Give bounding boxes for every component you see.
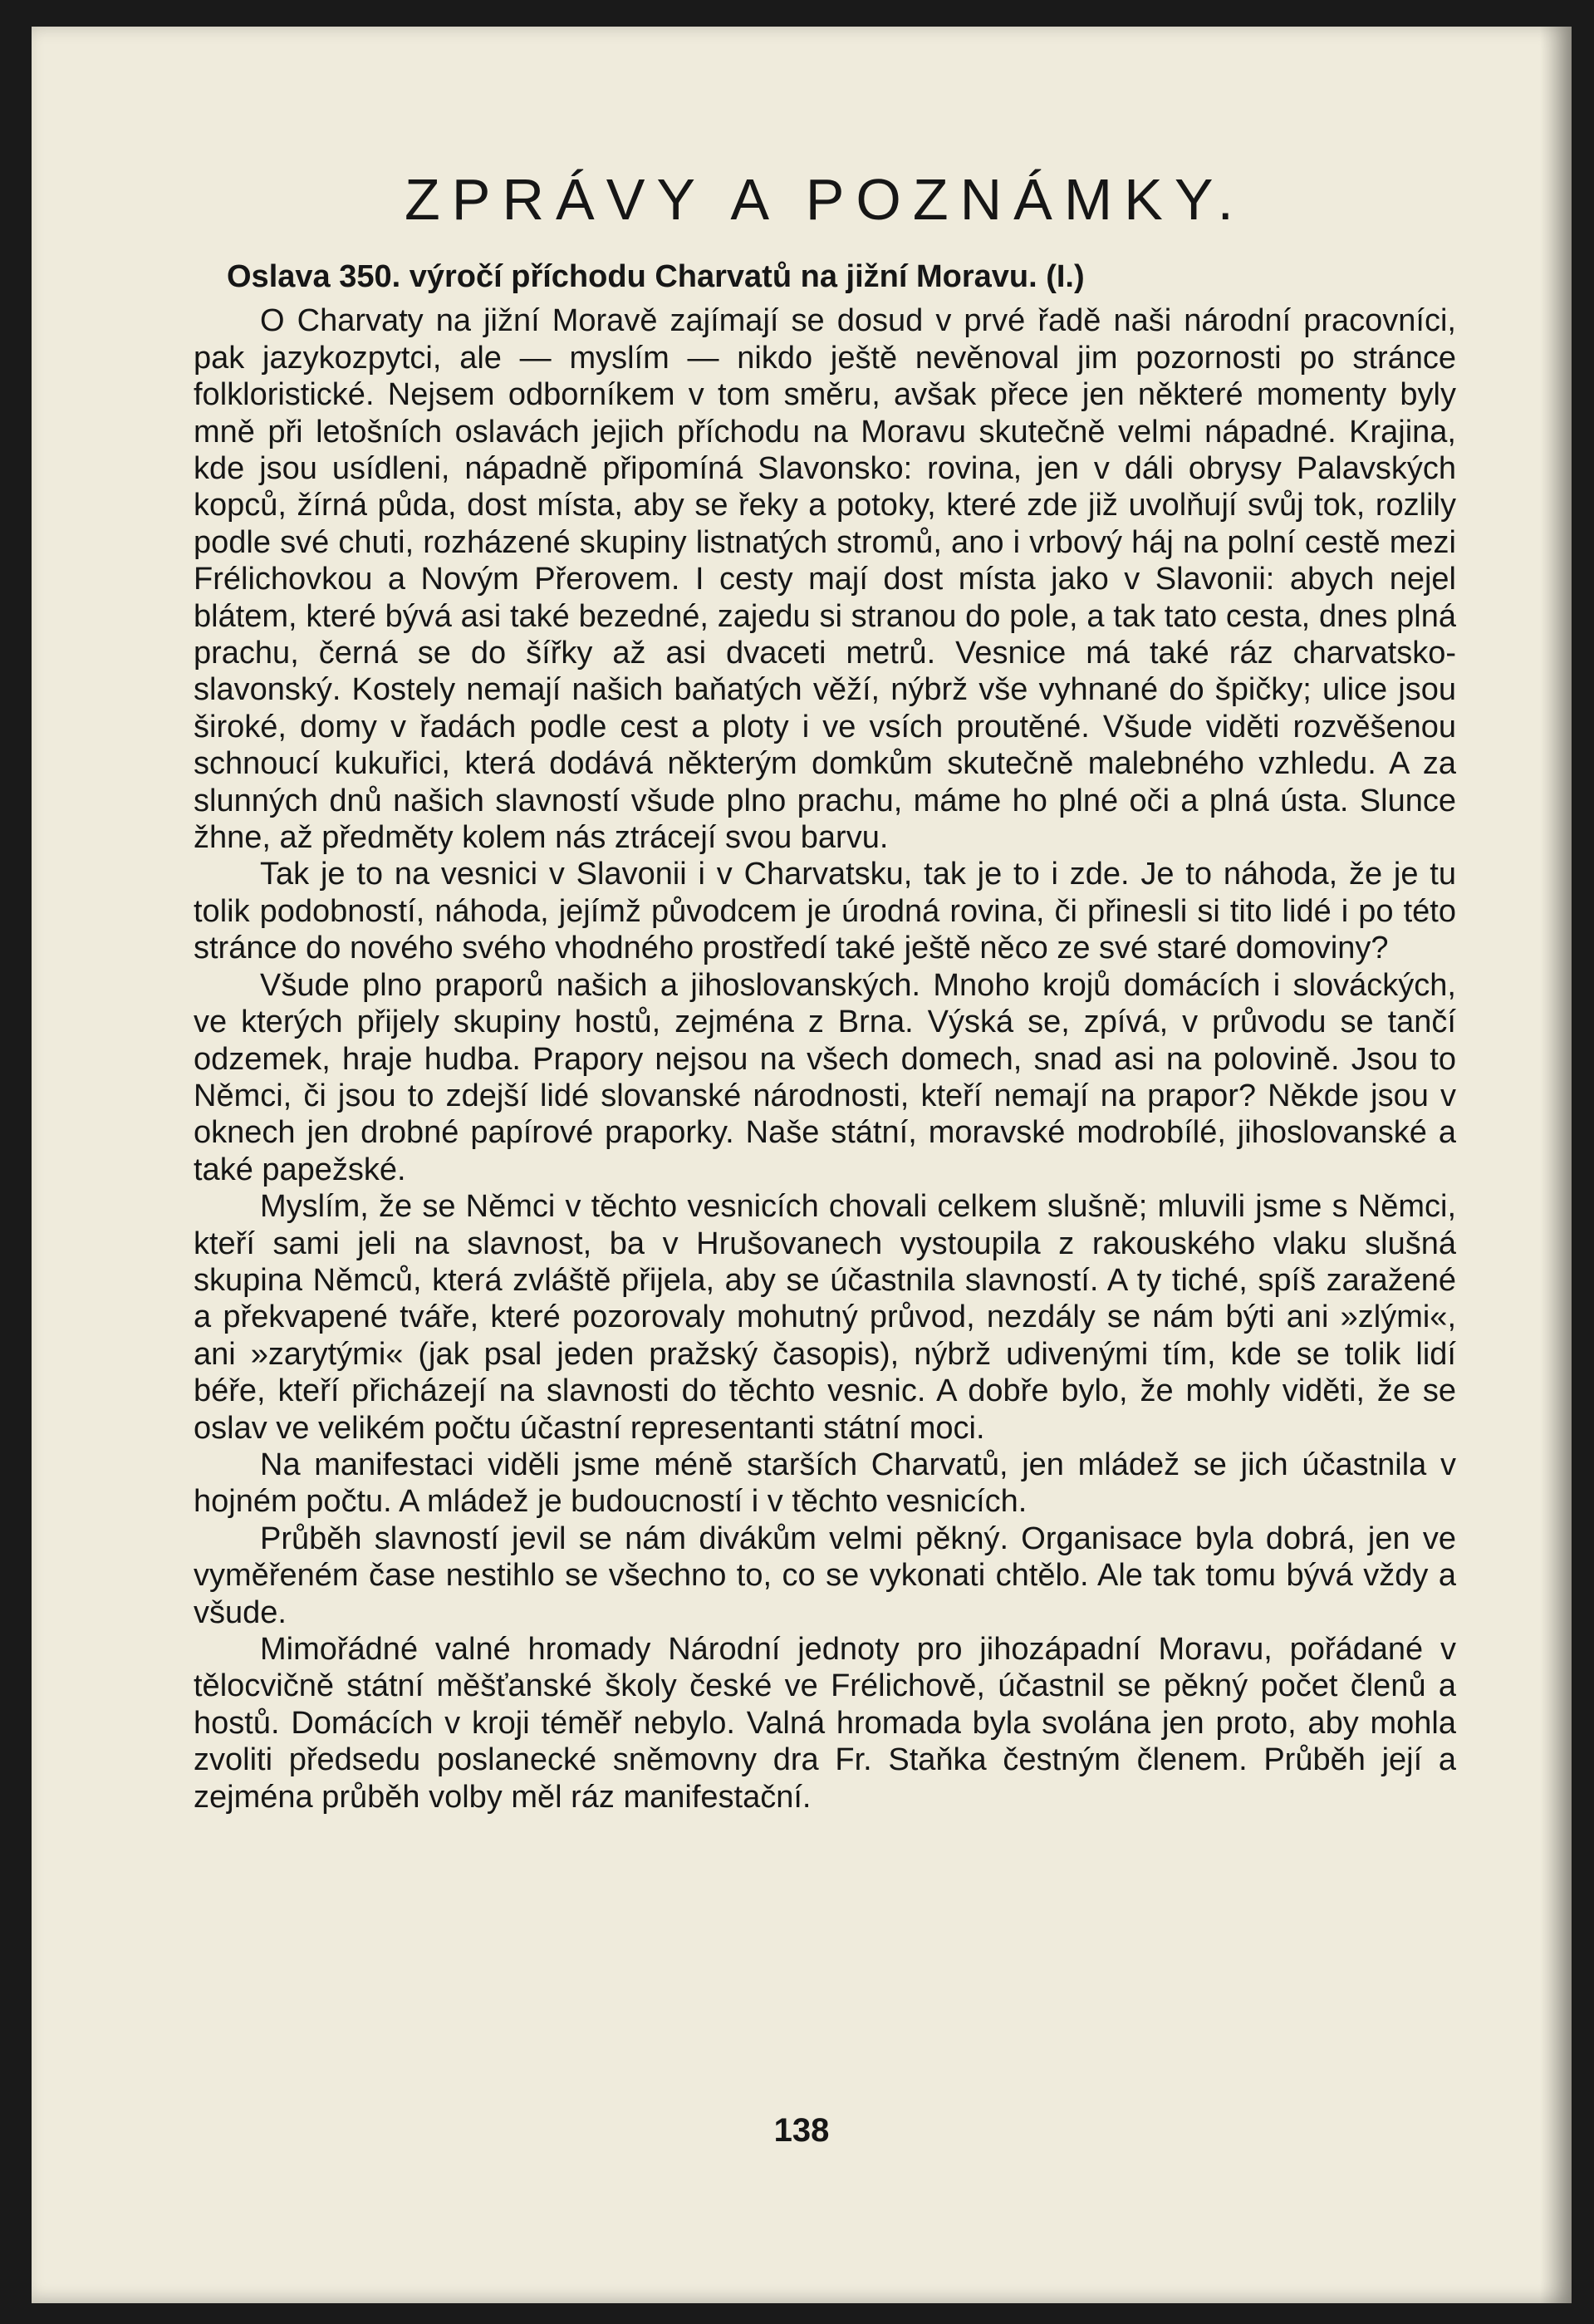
paragraph: Tak je to na vesnici v Slavonii i v Charvatsku, tak je to i zde. Je to náhoda, že je tu tolik podobností, náhoda, jejímž původcem je úrodná rovina, či přinesli si tito lidé i po této stránce do nového svého vhodného prostředí také ještě něco ze své staré domoviny? — [194, 857, 1456, 966]
paragraph: Na manifestaci viděli jsme méně starších Charvatů, jen mládež se jich účastnila v hojném počtu. A mládež je budoucností i v těchto vesnicích. — [194, 1447, 1456, 1520]
page-title: ZPRÁVY A POZNÁMKY. — [405, 167, 1245, 232]
paragraph: Mimořádné valné hromady Národní jednoty pro jihozápadní Moravu, pořádané v tělocvičně státní měšťanské školy české ve Frélichově, účastnil se pěkný počet členů a hostů. Domácích v kroji téměř nebylo. Valná hromada byla svolána jen proto, aby mohla zvoliti předsedu poslanecké sněmovny dra Fr. Staňka čestným členem. Průběh její a zejména průběh volby měl ráz manifestační. — [194, 1632, 1456, 1815]
paragraph: Myslím, že se Němci v těchto vesnicích chovali celkem slušně; mluvili jsme s Němci, kteří sami jeli na slavnost, ba v Hrušovanech vystoupila z rakouského vlaku slušná skupina Němců, která zvláště přijela, aby se účastnila slavností. A ty tiché, spíš zaražené a překvapené tváře, které pozorovaly mohutný průvod, nezdály se nám býti ani »zlými«, ani »zarytými« (jak psal jeden pražský časopis), nýbrž udivenými tím, kde se tolik lidí béře, kteří přicházejí na slavnosti do těchto vesnic. A dobře bylo, že mohly viděti, že se oslav ve velikém počtu účastní representanti státní moci. — [194, 1189, 1456, 1446]
paragraph: Všude plno praporů našich a jihoslovanských. Mnoho krojů domácích i slováckých, ve kterých přijely skupiny hostů, zejména z Brna. Výská se, zpívá, v průvodu se tančí odzemek, hraje hudba. Prapory nejsou na všech domech, snad asi na polovině. Jsou to Němci, či jsou to zdejší lidé slovanské národnosti, kteří nemají na prapor? Někde jsou v oknech jen drobné papírové praporky. Naše státní, moravské modrobílé, jihoslovanské a také papežské. — [194, 967, 1456, 1187]
paragraph: Průběh slavností jevil se nám divákům velmi pěkný. Organisace byla dobrá, jen ve vyměřeném čase nestihlo se všechno to, co se vykonati chtělo. Ale tak tomu bývá vždy a všude. — [194, 1521, 1456, 1630]
page-number: 138 — [773, 2112, 830, 2149]
article-heading: Oslava 350. výročí příchodu Charvatů na jižní Moravu. (I.) — [227, 259, 1085, 294]
page-sheet — [32, 27, 1572, 2303]
page-content — [194, 168, 1456, 1815]
binding-shadow — [1540, 27, 1572, 2303]
paragraph: O Charvaty na jižní Moravě zajímají se dosud v prvé řadě naši národní pracovníci, pak jazykozpytci, ale — myslím — nikdo ještě nevěnoval jim pozornosti po stránce folkloristické. Nejsem odborníkem v tom směru, avšak přece jen některé momenty byly mně při letošních oslavách jejich příchodu na Moravu skutečně velmi nápadné. Krajina, kde jsou usídleni, nápadně připomíná Slavonsko: rovina, jen v dáli obrysy Palavských kopců, žírná půda, dost místa, aby se řeky a potoky, které zde již uvolňují svůj tok, rozlily podle své chuti, rozházené skupiny listnatých stromů, ano i vrbový háj na polní cestě mezi Frélichovkou a Novým Přerovem. I cesty mají dost místa jako v Slavonii: abych nejel blátem, které bývá asi také bezedné, zajedu si stranou do pole, a tak tato cesta, dnes plná prachu, černá se do šířky až asi dvaceti metrů. Vesnice má také ráz charvatsko-slavonský. Kostely nemají našich baňatých věží, nýbrž vše vyhnané do špičky; ulice jsou široké, domy v řadách podle cest a ploty i ve vsích proutěné. Všude viděti rozvěšenou schnoucí kukuřici, která dodává některým domkům skutečně malebného vzhledu. A za slunných dnů našich slavností všude plno prachu, máme ho plné oči a plná ústa. Slunce žhne, až předměty kolem nás ztrácejí svou barvu. — [194, 303, 1456, 856]
